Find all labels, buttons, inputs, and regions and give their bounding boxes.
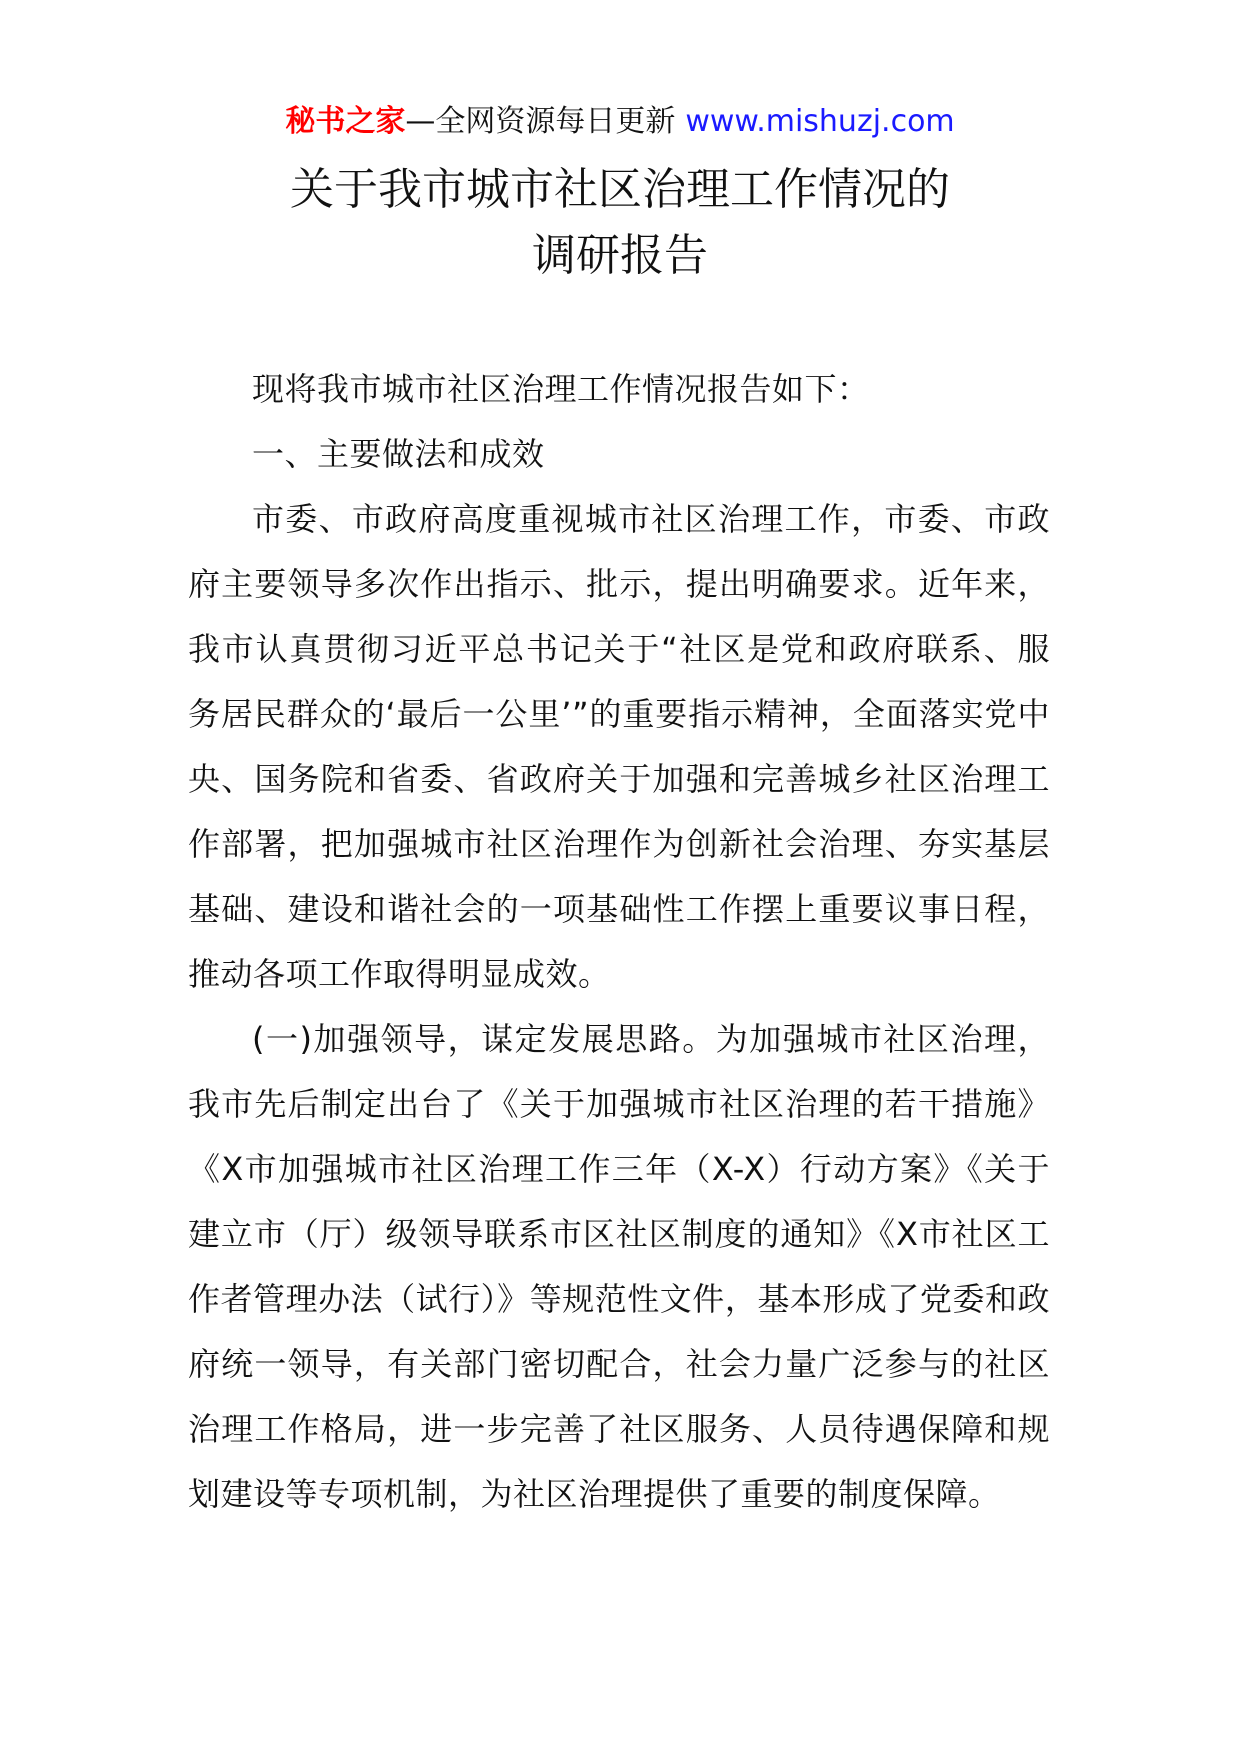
document-body	[188, 357, 1050, 1527]
document-title-line-1: 关于我市城市社区治理工作情况的	[290, 164, 950, 215]
brand-name: 秘书之家	[285, 104, 406, 139]
body-paragraph: (一)加强领导，谋定发展思路。为加强城市社区治理，我市先后制定出台了《关于加强城市社区治理的若干措施》《X市加强城市社区治理工作三年（X-X）行动方案》《关于建立市（厅）级领导联系市区社区制度的通知》《X市社区工作者管理办法（试行）》等规范性文件，基本形成了党委和政府统一领导，有关部门密切配合，社会力量广泛参与的社区治理工作格局，进一步完善了社区服务、人员待遇保障和规划建设等专项机制，为社区治理提供了重要的制度保障。	[188, 1020, 1050, 1513]
intro-paragraph: 现将我市城市社区治理工作情况报告如下：	[252, 370, 870, 408]
website-link[interactable]: www.mishuzj.com	[685, 104, 955, 139]
document-title-line-2: 调研报告	[532, 230, 708, 281]
section-heading: 一、主要做法和成效	[252, 435, 545, 473]
header-banner	[0, 102, 1240, 142]
body-paragraph: 市委、市政府高度重视城市社区治理工作，市委、市政府主要领导多次作出指示、批示，提出明确要求。近年来，我市认真贯彻习近平总书记关于“社区是党和政府联系、服务居民群众的‘最后一公里’”的重要指示精神，全面落实党中央、国务院和省委、省政府关于加强和完善城乡社区治理工作部署，把加强城市社区治理作为创新社会治理、夯实基层基础、建设和谐社会的一项基础性工作摆上重要议事日程，推动各项工作取得明显成效。	[188, 500, 1050, 993]
banner-tagline: —全网资源每日更新	[405, 104, 676, 139]
